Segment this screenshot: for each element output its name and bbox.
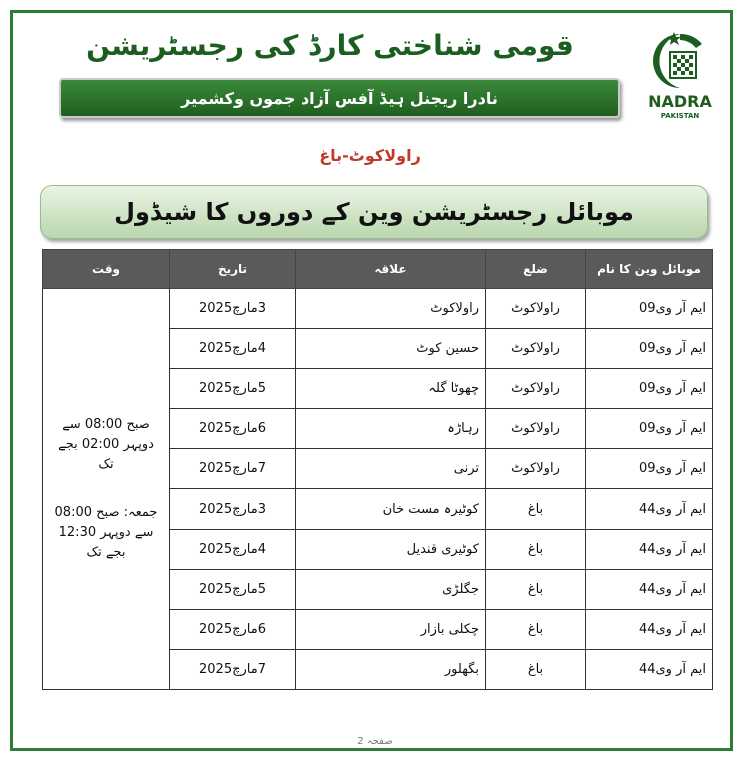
header-van: موبائل وین کا نام <box>586 250 713 289</box>
van-cell: ایم آر وی09 <box>586 289 713 329</box>
area-cell: کوٹیری قندیل <box>296 529 486 569</box>
van-cell: ایم آر وی09 <box>586 329 713 369</box>
schedule-title-box <box>40 185 708 239</box>
area-cell: حسین کوٹ <box>296 329 486 369</box>
date-cell: 6مارچ2025 <box>170 409 296 449</box>
date-cell: 3مارچ2025 <box>170 489 296 529</box>
van-cell: ایم آر وی44 <box>586 609 713 649</box>
area-cell: چکلی بازار <box>296 609 486 649</box>
van-cell: ایم آر وی44 <box>586 569 713 609</box>
area-cell: رہاڑہ <box>296 409 486 449</box>
district-cell: راولاکوٹ <box>486 409 586 449</box>
area-cell: بگھلور <box>296 649 486 689</box>
logo-name: NADRA <box>648 92 712 111</box>
nadra-emblem-icon <box>640 30 720 92</box>
van-cell: ایم آر وی44 <box>586 489 713 529</box>
date-cell: 5مارچ2025 <box>170 569 296 609</box>
district-cell: راولاکوٹ <box>486 289 586 329</box>
district-cell: باغ <box>486 609 586 649</box>
header-time: وقت <box>43 250 170 289</box>
area-cell: چھوٹا گلہ <box>296 369 486 409</box>
van-cell: ایم آر وی09 <box>586 449 713 489</box>
district-cell: باغ <box>486 649 586 689</box>
date-cell: 4مارچ2025 <box>170 529 296 569</box>
nadra-logo <box>640 30 720 130</box>
district-cell: راولاکوٹ <box>486 329 586 369</box>
district-cell: باغ <box>486 569 586 609</box>
district-cell: باغ <box>486 489 586 529</box>
header-date: تاریخ <box>170 250 296 289</box>
time-friday: جمعہ: صبح 08:00 سے دوپہر 12:30 بجے تک <box>54 505 158 560</box>
time-weekday: صبح 08:00 سے دوپہر 02:00 بجے تک <box>58 417 154 472</box>
area-cell: جگلڑی <box>296 569 486 609</box>
schedule-table <box>42 249 713 690</box>
area-cell: راولاکوٹ <box>296 289 486 329</box>
time-cell <box>43 289 170 690</box>
date-cell: 7مارچ2025 <box>170 649 296 689</box>
date-cell: 6مارچ2025 <box>170 609 296 649</box>
header-area: علاقہ <box>296 250 486 289</box>
van-cell: ایم آر وی09 <box>586 369 713 409</box>
date-cell: 4مارچ2025 <box>170 329 296 369</box>
district-cell: باغ <box>486 529 586 569</box>
date-cell: 5مارچ2025 <box>170 369 296 409</box>
subtitle-banner <box>59 78 620 118</box>
location-label: راولاکوٹ-باغ <box>319 146 421 165</box>
subtitle-text: نادرا ریجنل ہیڈ آفس آزاد جموں وکشمیر <box>181 88 498 108</box>
table-header-row <box>43 250 713 289</box>
header-district: ضلع <box>486 250 586 289</box>
date-cell: 3مارچ2025 <box>170 289 296 329</box>
schedule-title: موبائل رجسٹریشن وین کے دوروں کا شیڈول <box>114 198 634 226</box>
area-cell: کوٹیرہ مست خان <box>296 489 486 529</box>
district-cell: راولاکوٹ <box>486 449 586 489</box>
van-cell: ایم آر وی44 <box>586 529 713 569</box>
main-title: قومی شناختی کارڈ کی رجسٹریشن <box>86 29 574 62</box>
date-cell: 7مارچ2025 <box>170 449 296 489</box>
area-cell: ترنی <box>296 449 486 489</box>
page-number: صفحہ 2 <box>357 736 393 747</box>
district-cell: راولاکوٹ <box>486 369 586 409</box>
van-cell: ایم آر وی44 <box>586 649 713 689</box>
logo-sub: PAKISTAN <box>660 112 700 120</box>
van-cell: ایم آر وی09 <box>586 409 713 449</box>
table-row <box>43 289 713 329</box>
